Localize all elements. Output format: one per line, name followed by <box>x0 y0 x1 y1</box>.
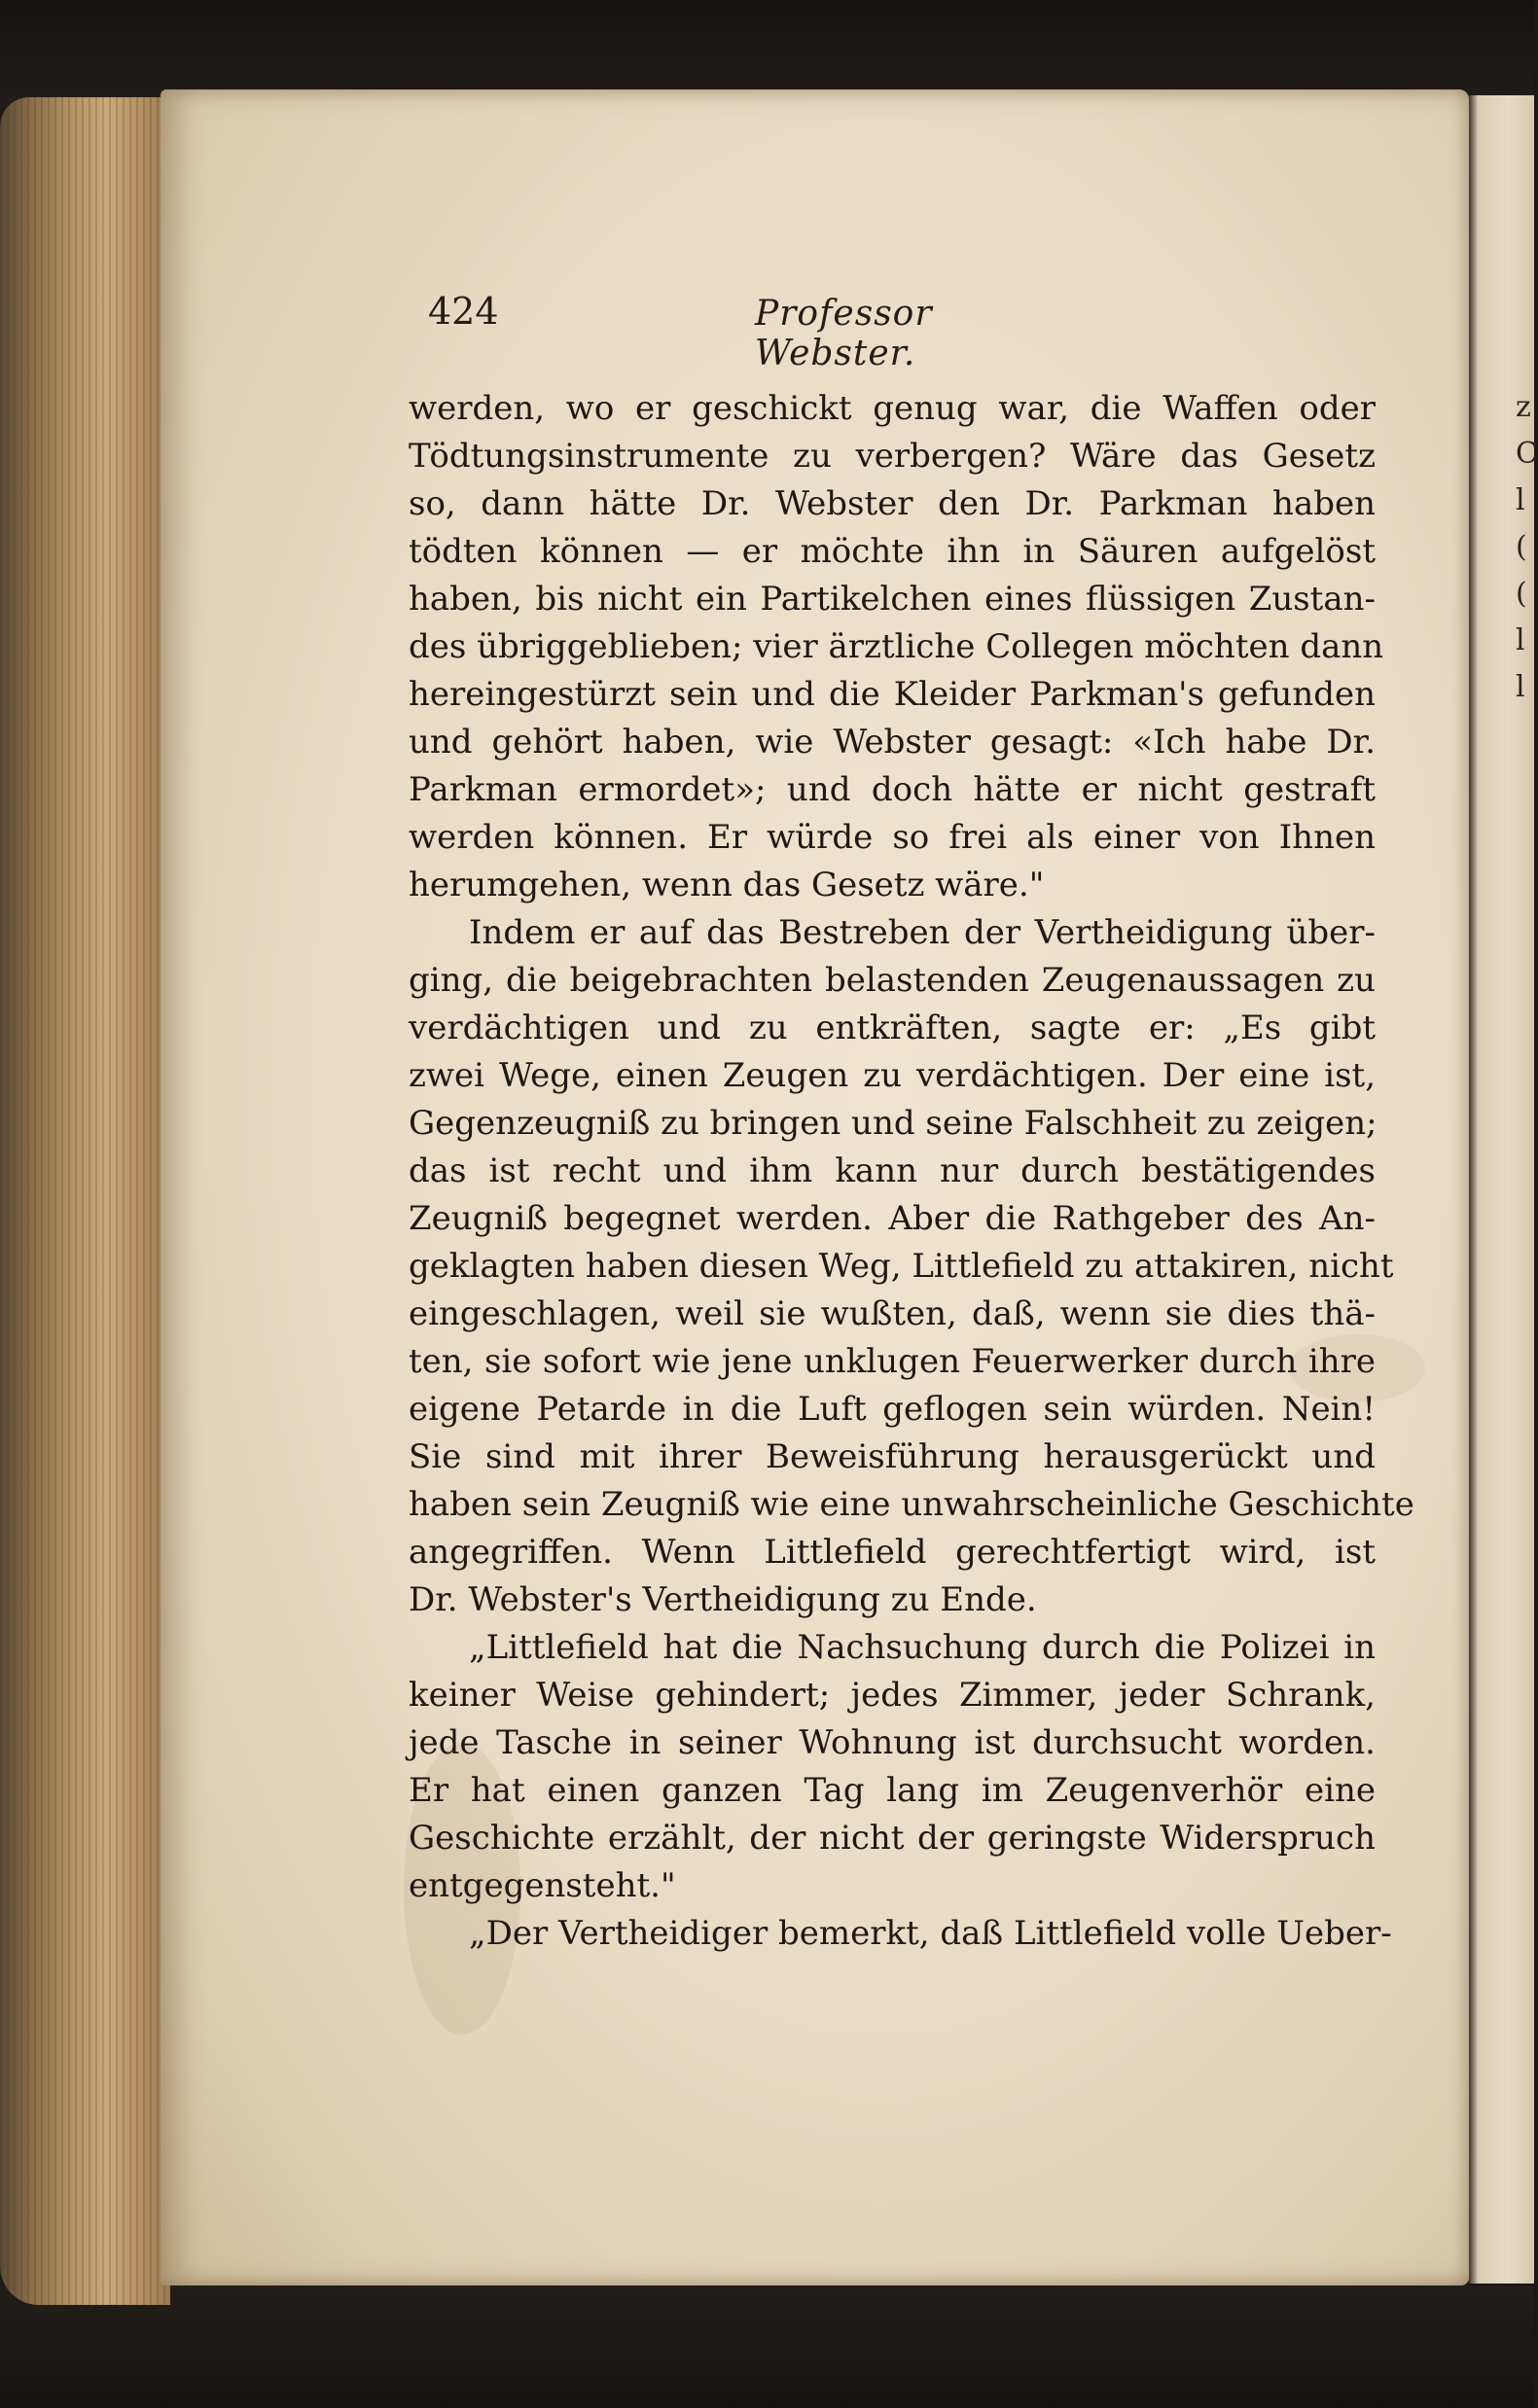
facing-letter: l <box>1516 483 1525 517</box>
text-line: tödten können — er möchte ihn in Säuren aufgelöst <box>409 532 1376 571</box>
text-line: Dr. Webster's Vertheidigung zu Ende. <box>409 1580 1037 1619</box>
text-line: eigene Petarde in die Luft geflogen sein würden. Nein! <box>409 1390 1376 1429</box>
text-line: Er hat einen ganzen Tag lang im Zeugenverhör eine <box>409 1771 1376 1810</box>
text-line: zwei Wege, einen Zeugen zu verdächtigen. Der eine ist, <box>409 1056 1376 1095</box>
text-line: so, dann hätte Dr. Webster den Dr. Parkman haben <box>409 484 1376 523</box>
text-line: Indem er auf das Bestreben der Vertheidigung über- <box>469 913 1376 952</box>
facing-page-letters <box>1516 384 1538 711</box>
text-line: haben, bis nicht ein Partikelchen eines flüssigen Zustan- <box>409 580 1376 619</box>
text-line: Zeugniß begegnet werden. Aber die Rathgeber des An- <box>409 1199 1376 1238</box>
text-line: herumgehen, wenn das Gesetz wäre." <box>409 866 1045 904</box>
text-line: des übriggeblieben; vier ärztliche Collegen möchten dann <box>409 627 1384 666</box>
facing-letter: z <box>1516 390 1531 424</box>
text-line: ten, sie sofort wie jene unklugen Feuerwerker durch ihre <box>409 1342 1376 1381</box>
page-header <box>428 290 1060 373</box>
text-line: „Der Vertheidiger bemerkt, daß Littlefield volle Ueber- <box>469 1914 1392 1953</box>
text-line: keiner Weise gehindert; jedes Zimmer, jeder Schrank, <box>409 1676 1376 1715</box>
text-line: Geschichte erzählt, der nicht der geringste Widerspruch <box>409 1819 1376 1858</box>
text-line: Sie sind mit ihrer Beweisführung herausgerückt und <box>409 1437 1376 1476</box>
text-line: „Littlefield hat die Nachsuchung durch die Polizei in <box>469 1628 1376 1667</box>
text-line: Gegenzeugniß zu bringen und seine Falschheit zu zeigen; <box>409 1104 1377 1143</box>
text-line: eingeschlagen, weil sie wußten, daß, wenn sie dies thä- <box>409 1294 1376 1333</box>
body-text <box>409 385 1414 1958</box>
running-title: Professor Webster. <box>755 294 933 373</box>
facing-letter: ( <box>1516 577 1527 611</box>
text-line: und gehört haben, wie Webster gesagt: «Ich habe Dr. <box>409 723 1376 761</box>
facing-letter: ( <box>1516 530 1527 564</box>
text-line: Parkman ermordet»; und doch hätte er nicht gestraft <box>409 770 1376 809</box>
text-line: ging, die beigebrachten belastenden Zeugenaussagen zu <box>409 961 1376 1000</box>
text-line: geklagten haben diesen Weg, Littlefield zu attakiren, nicht <box>409 1247 1394 1286</box>
text-line: haben sein Zeugniß wie eine unwahrscheinliche Geschichte <box>409 1485 1414 1524</box>
text-line: Tödtungsinstrumente zu verbergen? Wäre das Gesetz <box>409 437 1376 476</box>
facing-letter: C <box>1516 437 1538 471</box>
text-line: das ist recht und ihm kann nur durch bestätigendes <box>409 1151 1376 1190</box>
text-line: werden können. Er würde so frei als einer von Ihnen <box>409 818 1376 857</box>
text-line: verdächtigen und zu entkräften, sagte er: „Es gibt <box>409 1009 1376 1047</box>
text-line: entgegensteht." <box>409 1866 676 1905</box>
dark-background-bottom <box>0 2285 1534 2408</box>
text-line: angegriffen. Wenn Littlefield gerechtfertigt wird, ist <box>409 1533 1376 1572</box>
page-number: 424 <box>428 290 499 333</box>
facing-letter: l <box>1516 670 1525 704</box>
facing-letter: l <box>1516 623 1525 657</box>
text-line: jede Tasche in seiner Wohnung ist durchsucht worden. <box>409 1723 1376 1762</box>
page-block-edge <box>0 97 170 2305</box>
text-line: hereingestürzt sein und die Kleider Parkman's gefunden <box>409 675 1376 714</box>
text-line: werden, wo er geschickt genug war, die Waffen oder <box>409 389 1376 428</box>
